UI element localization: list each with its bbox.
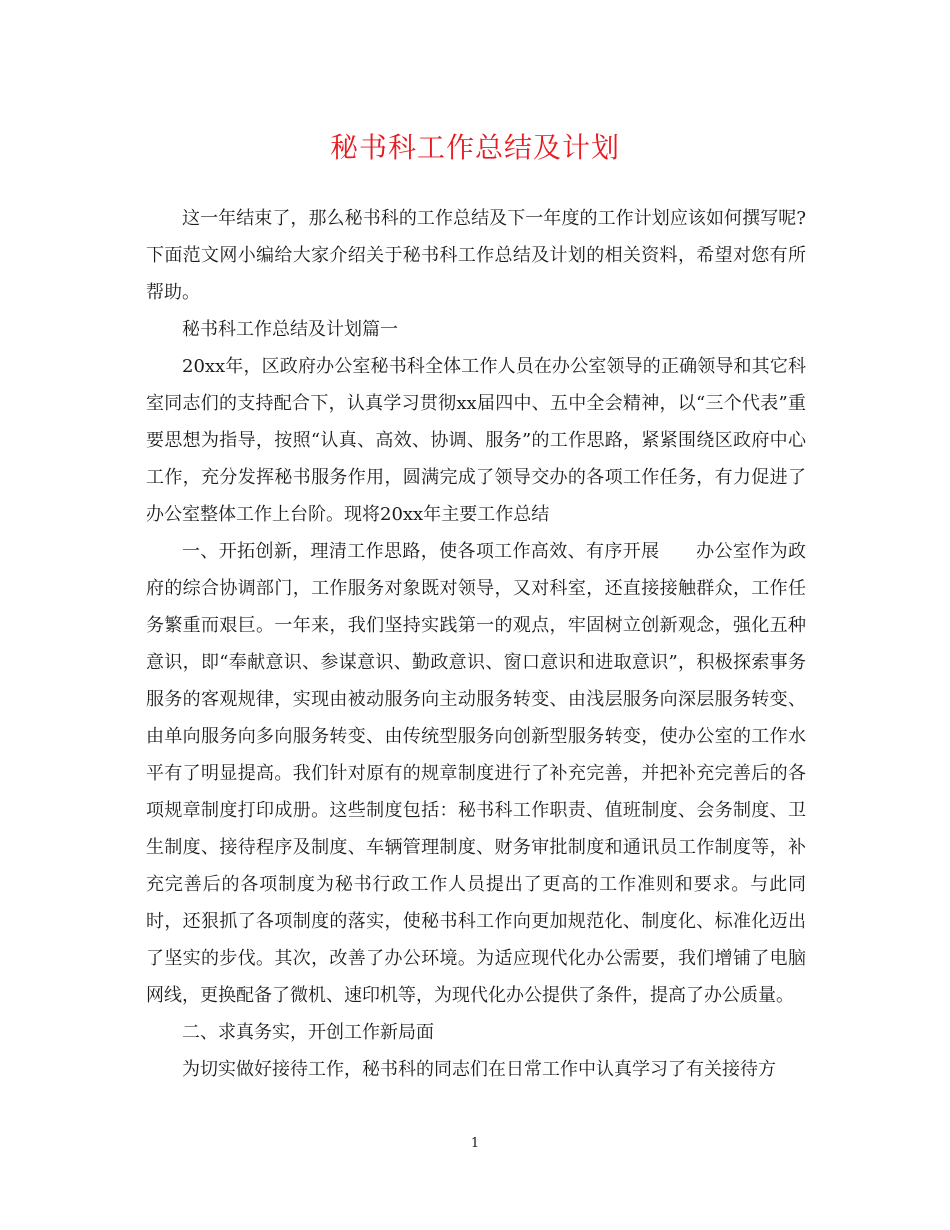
document-body xyxy=(146,200,806,1088)
body-paragraph: 20xx年，区政府办公室秘书科全体工作人员在办公室领导的正确领导和其它科室同志们的支持配合下，认真学习贯彻xx届四中、五中全会精神，以“三个代表”重要思想为指导，按照“认真、高效、协调、服务”的工作思路，紧紧围绕区政府中心工作，充分发挥秘书服务作用，圆满完成了领导交办的各项工作任务，有力促进了办公室整体工作上台阶。现将20xx年主要工作总结 xyxy=(146,356,806,525)
section-heading: 秘书科工作总结及计划篇一 xyxy=(182,319,398,340)
body-paragraph: 一、开拓创新，理清工作思路，使各项工作高效、有序开展 办公室作为政府的综合协调部门，工作服务对象既对领导，又对科室，还直接接触群众，工作任务繁重而艰巨。一年来，我们坚持实践第一的观点，牢固树立创新观念，强化五种意识，即“奉献意识、参谋意识、勤政意识、窗口意识和进取意识”，积极探索事务服务的客观规律，实现由被动服务向主动服务转变、由浅层服务向深层服务转变、由单向服务向多向服务转变、由传统型服务向创新型服务转变，使办公室的工作水平有了明显提高。我们针对原有的规章制度进行了补充完善，并把补充完善后的各项规章制度打印成册。这些制度包括：秘书科工作职责、值班制度、会务制度、卫生制度、接待程序及制度、车辆管理制度、财务审批制度和通讯员工作制度等，补充完善后的各项制度为秘书行政工作人员提出了更高的工作准则和要求。与此同时，还狠抓了各项制度的落实，使秘书科工作向更加规范化、制度化、标准化迈出了坚实的步伐。其次，改善了办公环境。为适应现代化办公需要，我们增铺了电脑网线，更换配备了微机、速印机等，为现代化办公提供了条件，提高了办公质量。 xyxy=(146,541,806,1006)
page-number: 1 xyxy=(470,1136,480,1151)
section-heading: 二、求真务实，开创工作新局面 xyxy=(182,1022,434,1043)
intro-paragraph: 这一年结束了，那么秘书科的工作总结及下一年度的工作计划应该如何撰写呢?下面范文网小编给大家介绍关于秘书科工作总结及计划的相关资料，希望对您有所帮助。 xyxy=(146,208,806,303)
document-title: 秘书科工作总结及计划 xyxy=(329,131,620,164)
body-paragraph: 为切实做好接待工作，秘书科的同志们在日常工作中认真学习了有关接待方 xyxy=(182,1059,776,1080)
